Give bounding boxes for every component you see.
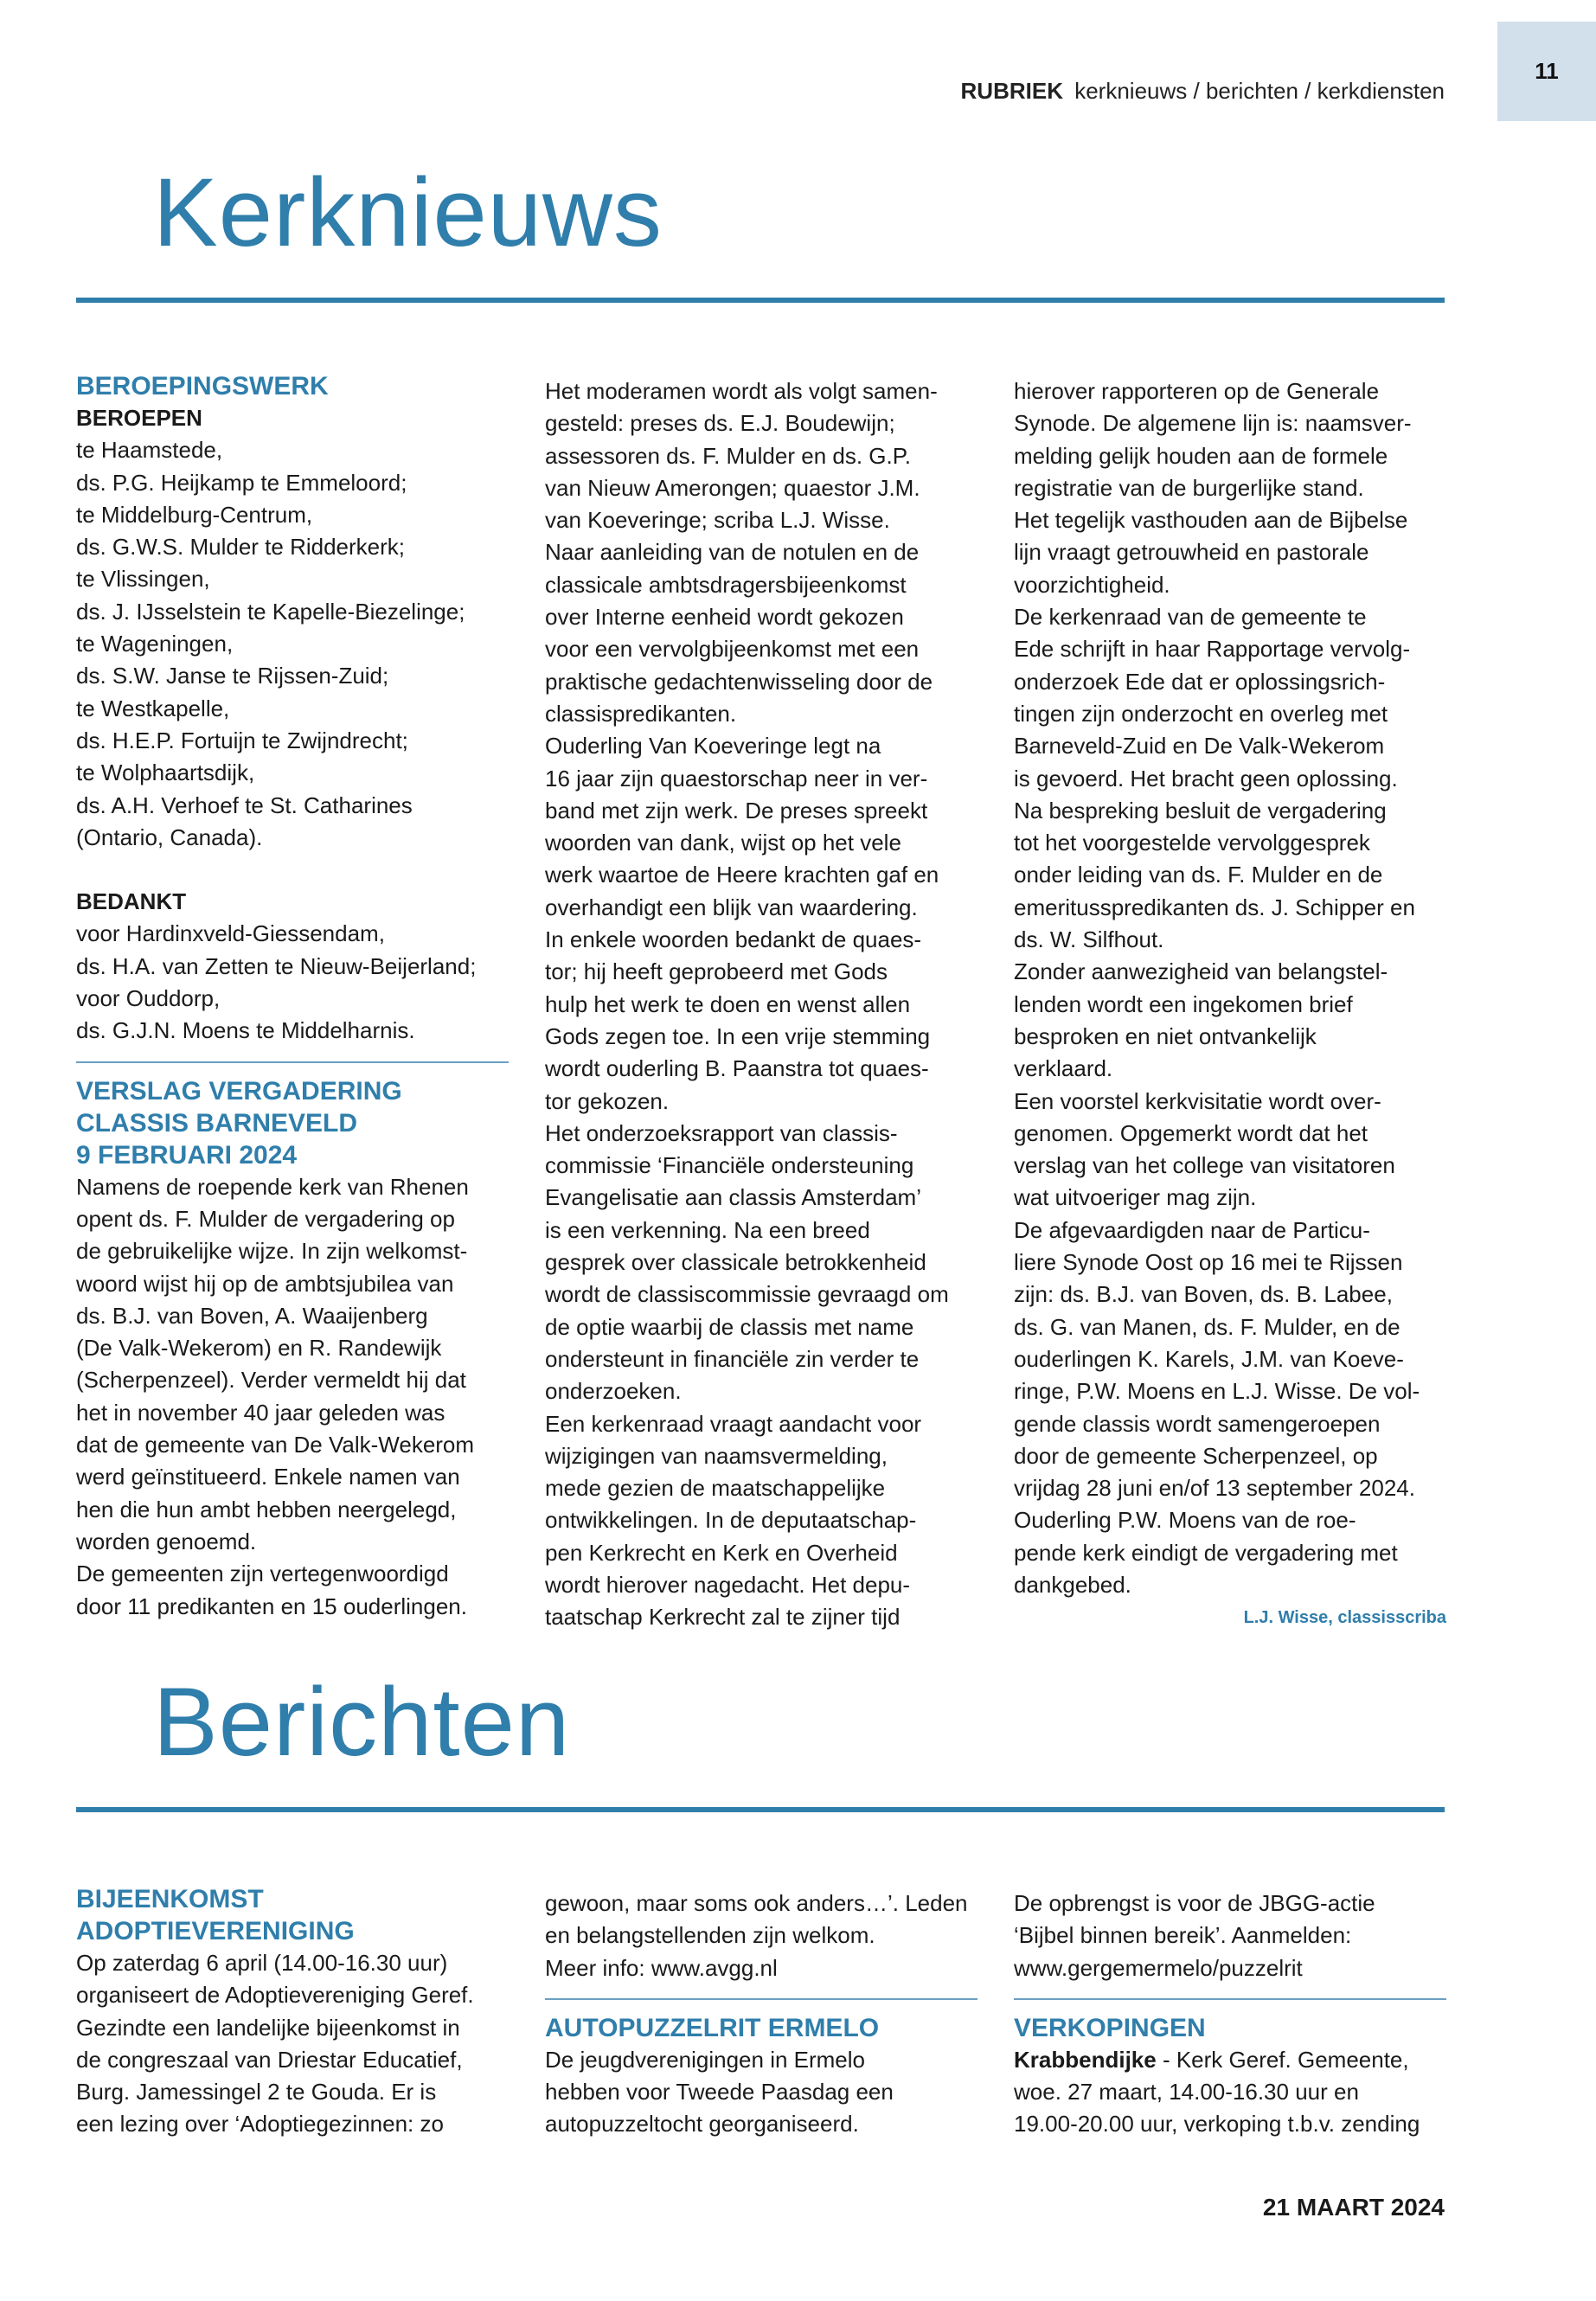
text-line: en belangstellenden zijn welkom. [545, 1922, 875, 1949]
verslag-heading-line: 9 FEBRUARI 2024 [76, 1140, 298, 1170]
rubriek-header [961, 78, 1445, 105]
adoptievereniging-heading-line: BIJEENKOMST [76, 1885, 264, 1913]
bedankt-line: ds. G.J.N. Moens te Middelharnis. [76, 1017, 415, 1044]
text-line: gesteld: preses ds. E.J. Boudewijn; [545, 410, 895, 437]
berichten-column-3 [1014, 1888, 1446, 2141]
beroepen-line: ds. P.G. Heijkamp te Emmeloord; [76, 469, 407, 496]
text-line: organiseert de Adoptievereniging Geref. [76, 1982, 474, 2009]
text-line: Namens de roepende kerk van Rhenen [76, 1173, 469, 1200]
text-line: tor gekozen. [545, 1087, 670, 1114]
text-line: www.gergemermelo/puzzelrit [1014, 1954, 1303, 1981]
text-line: een lezing over ‘Adoptiegezinnen: zo [76, 2111, 444, 2138]
text-line: De opbrengst is voor de JBGG-actie [1014, 1890, 1375, 1916]
text-line: ontwikkelingen. In de deputaatschap- [545, 1507, 917, 1534]
text-line: Zonder aanwezigheid van belangstel- [1014, 958, 1388, 985]
text-line: genomen. Opgemerkt wordt dat het [1014, 1119, 1368, 1146]
verslag-heading-line: VERSLAG VERGADERING [76, 1076, 402, 1106]
text-line: ringe, P.W. Moens en L.J. Wisse. De vol- [1014, 1378, 1420, 1405]
kerknieuws-title: Kerknieuws [153, 158, 663, 266]
text-line: gesprek over classicale betrokkenheid [545, 1249, 926, 1276]
text-line: Ouderling Van Koeveringe legt na [545, 733, 881, 760]
text-line: classispredikanten. [545, 700, 737, 727]
beroepen-line: te Vlissingen, [76, 566, 210, 593]
verkopingen-place-detail: - Kerk Geref. Gemeente, [1156, 2046, 1409, 2073]
verslag-heading [76, 1075, 509, 1171]
adoptievereniging-heading-line: ADOPTIEVERENIGING [76, 1917, 355, 1945]
text-line: werk waartoe de Heere krachten gaf en [545, 862, 939, 888]
text-line: worden genoemd. [76, 1528, 257, 1554]
text-line: Op zaterdag 6 april (14.00-16.30 uur) [76, 1950, 448, 1976]
text-line: wat uitvoeriger mag zijn. [1014, 1184, 1257, 1211]
text-line: is een verkenning. Na een breed [545, 1216, 870, 1243]
text-line: verslag van het college van visitatoren [1014, 1152, 1395, 1179]
text-line: registratie van de burgerlijke stand. [1014, 474, 1364, 501]
text-line: voorzichtigheid. [1014, 571, 1170, 598]
text-line: onderzoek Ede dat er oplossingsrich- [1014, 668, 1386, 695]
text-line: De afgevaardigden naar de Particu- [1014, 1216, 1370, 1243]
text-line: 19.00-20.00 uur, verkoping t.b.v. zending [1014, 2111, 1420, 2138]
adoptievereniging-text [76, 1947, 509, 2141]
verkopingen-text [1014, 2076, 1446, 2141]
text-line: Een voorstel kerkvisitatie wordt over- [1014, 1087, 1381, 1114]
text-line: commissie ‘Financiële ondersteuning [545, 1152, 914, 1179]
text-line: liere Synode Oost op 16 mei te Rijssen [1014, 1249, 1403, 1276]
text-line: over Interne eenheid wordt gekozen [545, 604, 904, 631]
text-line: vrijdag 28 juni en/of 13 september 2024. [1014, 1475, 1415, 1502]
kerknieuws-rule [76, 298, 1445, 303]
text-line: 16 jaar zijn quaestorschap neer in ver- [545, 765, 928, 792]
text-line: (Scherpenzeel). Verder vermeldt hij dat [76, 1367, 466, 1394]
bedankt-line: voor Hardinxveld-Giessendam, [76, 920, 385, 947]
text-line: hierover rapporteren op de Generale [1014, 378, 1380, 404]
beroepen-line: te Wageningen, [76, 631, 234, 657]
text-line: de optie waarbij de classis met name [545, 1313, 914, 1340]
verkopingen-heading: VERKOPINGEN [1014, 2013, 1206, 2042]
text-line: werd geïnstitueerd. Enkele namen van [76, 1464, 460, 1490]
text-line: In enkele woorden bedankt de quaes- [545, 926, 922, 953]
text-line: wordt hierover nagedacht. Het depu- [545, 1571, 911, 1598]
text-line: Evangelisatie aan classis Amsterdam’ [545, 1184, 921, 1211]
verslag-heading-line: CLASSIS BARNEVELD [76, 1108, 358, 1138]
autopuzzelrit-heading: AUTOPUZZELRIT ERMELO [545, 2013, 880, 2042]
rubriek-label: RUBRIEK [960, 78, 1063, 104]
text-line: dat de gemeente van De Valk-Wekerom [76, 1432, 475, 1458]
text-line: tot het voorgestelde vervolggesprek [1014, 830, 1370, 856]
text-line: ds. B.J. van Boven, A. Waaijenberg [76, 1302, 428, 1329]
beroepingswerk-heading: BEROEPINGSWERK [76, 372, 329, 401]
classis-report-text [1014, 375, 1446, 1601]
text-line: is gevoerd. Het bracht geen oplossing. [1014, 765, 1398, 792]
text-line: zijn: ds. B.J. van Boven, ds. B. Labee, [1014, 1281, 1393, 1308]
text-line: door de gemeente Scherpenzeel, op [1014, 1442, 1378, 1469]
adoptievereniging-text-continued [545, 1888, 977, 1984]
verkopingen-place: Krabbendijke [1014, 2046, 1157, 2073]
text-line: Gods zegen toe. In een vrije stemming [545, 1022, 931, 1049]
beroepen-line: te Haamstede, [76, 437, 223, 464]
text-line: De kerkenraad van de gemeente te [1014, 604, 1367, 631]
text-line: assessoren ds. F. Mulder en ds. G.P. [545, 442, 911, 469]
text-line: dankgebed. [1014, 1571, 1131, 1598]
beroepen-list [76, 434, 509, 854]
text-line: Synode. De algemene lijn is: naamsver- [1014, 410, 1412, 437]
text-line: lenden wordt een ingekomen brief [1014, 990, 1353, 1017]
kerknieuws-column-2 [545, 375, 977, 1634]
text-line: de gebruikelijke wijze. In zijn welkomst- [76, 1238, 468, 1265]
text-line: het in november 40 jaar geleden was [76, 1399, 445, 1426]
beroepen-line: te Westkapelle, [76, 695, 230, 721]
text-line: ‘Bijbel binnen bereik’. Aanmelden: [1014, 1922, 1352, 1949]
text-line: hulp het werk te doen en wenst allen [545, 990, 911, 1017]
text-line: wordt ouderling B. Paanstra tot quaes- [545, 1055, 929, 1082]
text-line: de congreszaal van Driestar Educatief, [76, 2046, 463, 2073]
text-line: Na bespreking besluit de vergadering [1014, 797, 1387, 824]
text-line: onder leiding van ds. F. Mulder en de [1014, 862, 1383, 888]
autopuzzelrit-text-continued [1014, 1888, 1446, 1984]
berichten-column-1 [76, 1883, 509, 2141]
bedankt-line: voor Ouddorp, [76, 985, 221, 1012]
text-line: De jeugdverenigingen in Ermelo [545, 2046, 866, 2073]
bedankt-line: ds. H.A. van Zetten te Nieuw-Beijerland; [76, 952, 477, 979]
text-line: Burg. Jamessingel 2 te Gouda. Er is [76, 2079, 437, 2106]
text-line: ondersteunt in financiële zin verder te [545, 1345, 920, 1372]
text-line: Barneveld-Zuid en De Valk-Wekerom [1014, 733, 1385, 760]
verkopingen-first-line [1014, 2044, 1446, 2076]
text-line: classicale ambtsdragersbijeenkomst [545, 571, 907, 598]
text-line: lijn vraagt getrouwheid en pastorale [1014, 539, 1369, 566]
beroepen-line: te Wolphaartsdijk, [76, 760, 255, 786]
text-line: woe. 27 maart, 14.00-16.30 uur en [1014, 2079, 1359, 2106]
text-line: Een kerkenraad vraagt aandacht voor [545, 1410, 922, 1437]
kerknieuws-column-1 [76, 370, 509, 1623]
beroepen-line: te Middelburg-Centrum, [76, 501, 313, 528]
text-line: Ouderling P.W. Moens van de roe- [1014, 1507, 1356, 1534]
text-line: tingen zijn onderzocht en overleg met [1014, 700, 1388, 727]
text-line: woord wijst hij op de ambtsjubilea van [76, 1270, 454, 1297]
text-line: mede gezien de maatschappelijke [545, 1475, 886, 1502]
rubriek-text: kerknieuws / berichten / kerkdiensten [1074, 78, 1445, 104]
text-line: wordt de classiscommissie gevraagd om [545, 1281, 949, 1308]
text-line: gende classis wordt samengeroepen [1014, 1410, 1381, 1437]
text-line: van Koeveringe; scriba L.J. Wisse. [545, 507, 890, 534]
text-line: band met zijn werk. De preses spreekt [545, 797, 928, 824]
text-line: ds. G. van Manen, ds. F. Mulder, en de [1014, 1313, 1401, 1340]
text-line: pen Kerkrecht en Kerk en Overheid [545, 1539, 898, 1566]
beroepen-line: (Ontario, Canada). [76, 824, 263, 850]
beroepen-line: ds. G.W.S. Mulder te Ridderkerk; [76, 534, 406, 561]
beroepen-line: ds. J. IJsselstein te Kapelle-Biezelinge; [76, 598, 465, 625]
text-line: woorden van dank, wijst op het vele [545, 830, 901, 856]
issue-date: 21 MAART 2024 [1262, 2194, 1445, 2221]
page-number: 11 [1497, 22, 1596, 121]
text-line: praktische gedachtenwisseling door de [545, 668, 933, 695]
text-line: Het tegelijk vasthouden aan de Bijbelse [1014, 507, 1408, 534]
text-line: wijzigingen van naamsvermelding, [545, 1442, 888, 1469]
autopuzzelrit-text [545, 2044, 977, 2141]
berichten-rule [76, 1807, 1445, 1812]
text-line: ouderlingen K. Karels, J.M. van Koeve- [1014, 1345, 1404, 1372]
text-line: tor; hij heeft geprobeerd met Gods [545, 958, 888, 985]
beroepen-line: ds. H.E.P. Fortuijn te Zwijndrecht; [76, 727, 408, 753]
section-divider [1014, 1998, 1446, 2000]
text-line: Gezindte een landelijke bijeenkomst in [76, 2014, 460, 2041]
beroepen-line: ds. S.W. Janse te Rijssen-Zuid; [76, 663, 389, 689]
adoptievereniging-heading [76, 1883, 509, 1947]
text-line: voor een vervolgbijeenkomst met een [545, 636, 920, 663]
beroepen-heading: BEROEPEN [76, 405, 202, 431]
text-line: hen die hun ambt hebben neergelegd, [76, 1496, 457, 1522]
text-line: besproken en niet ontvankelijk [1014, 1022, 1317, 1049]
beroepen-line: ds. A.H. Verhoef te St. Catharines [76, 792, 413, 818]
signature: L.J. Wisse, classisscriba [1243, 1608, 1446, 1628]
text-line: van Nieuw Amerongen; quaestor J.M. [545, 474, 920, 501]
text-line: (De Valk-Wekerom) en R. Randewijk [76, 1335, 442, 1362]
text-line: taatschap Kerkrecht zal te zijner tijd [545, 1604, 901, 1631]
text-line: onderzoeken. [545, 1378, 682, 1405]
text-line: opent ds. F. Mulder de vergadering op [76, 1205, 455, 1232]
bedankt-list [76, 918, 509, 1047]
text-line: door 11 predikanten en 15 ouderlingen. [76, 1593, 467, 1619]
text-line: emeritusspredikanten ds. J. Schipper en [1014, 894, 1415, 920]
bedankt-heading: BEDANKT [76, 888, 187, 915]
text-line: melding gelijk houden aan de formele [1014, 442, 1388, 469]
moderamen-text [545, 375, 977, 1634]
section-divider [76, 1061, 509, 1063]
berichten-title: Berichten [153, 1668, 571, 1776]
text-line: hebben voor Tweede Paasdag een [545, 2079, 894, 2106]
section-divider [545, 1998, 977, 2000]
text-line: Naar aanleiding van de notulen en de [545, 539, 920, 566]
text-line: Het moderamen wordt als volgt samen- [545, 378, 938, 404]
text-line: verklaard. [1014, 1055, 1113, 1082]
berichten-column-2 [545, 1888, 977, 2141]
text-line: overhandigt een blijk van waardering. [545, 894, 918, 920]
text-line: Ede schrijft in haar Rapportage vervolg- [1014, 636, 1411, 663]
text-line: De gemeenten zijn vertegenwoordigd [76, 1561, 449, 1587]
kerknieuws-column-3 [1014, 375, 1446, 1631]
text-line: gewoon, maar soms ook anders…’. Leden [545, 1890, 968, 1916]
text-line: Het onderzoeksrapport van classis- [545, 1119, 898, 1146]
text-line: ds. W. Silfhout. [1014, 926, 1164, 953]
text-line: Meer info: www.avgg.nl [545, 1954, 778, 1981]
text-line: autopuzzeltocht georganiseerd. [545, 2111, 859, 2138]
text-line: pende kerk eindigt de vergadering met [1014, 1539, 1398, 1566]
verslag-text [76, 1171, 509, 1623]
